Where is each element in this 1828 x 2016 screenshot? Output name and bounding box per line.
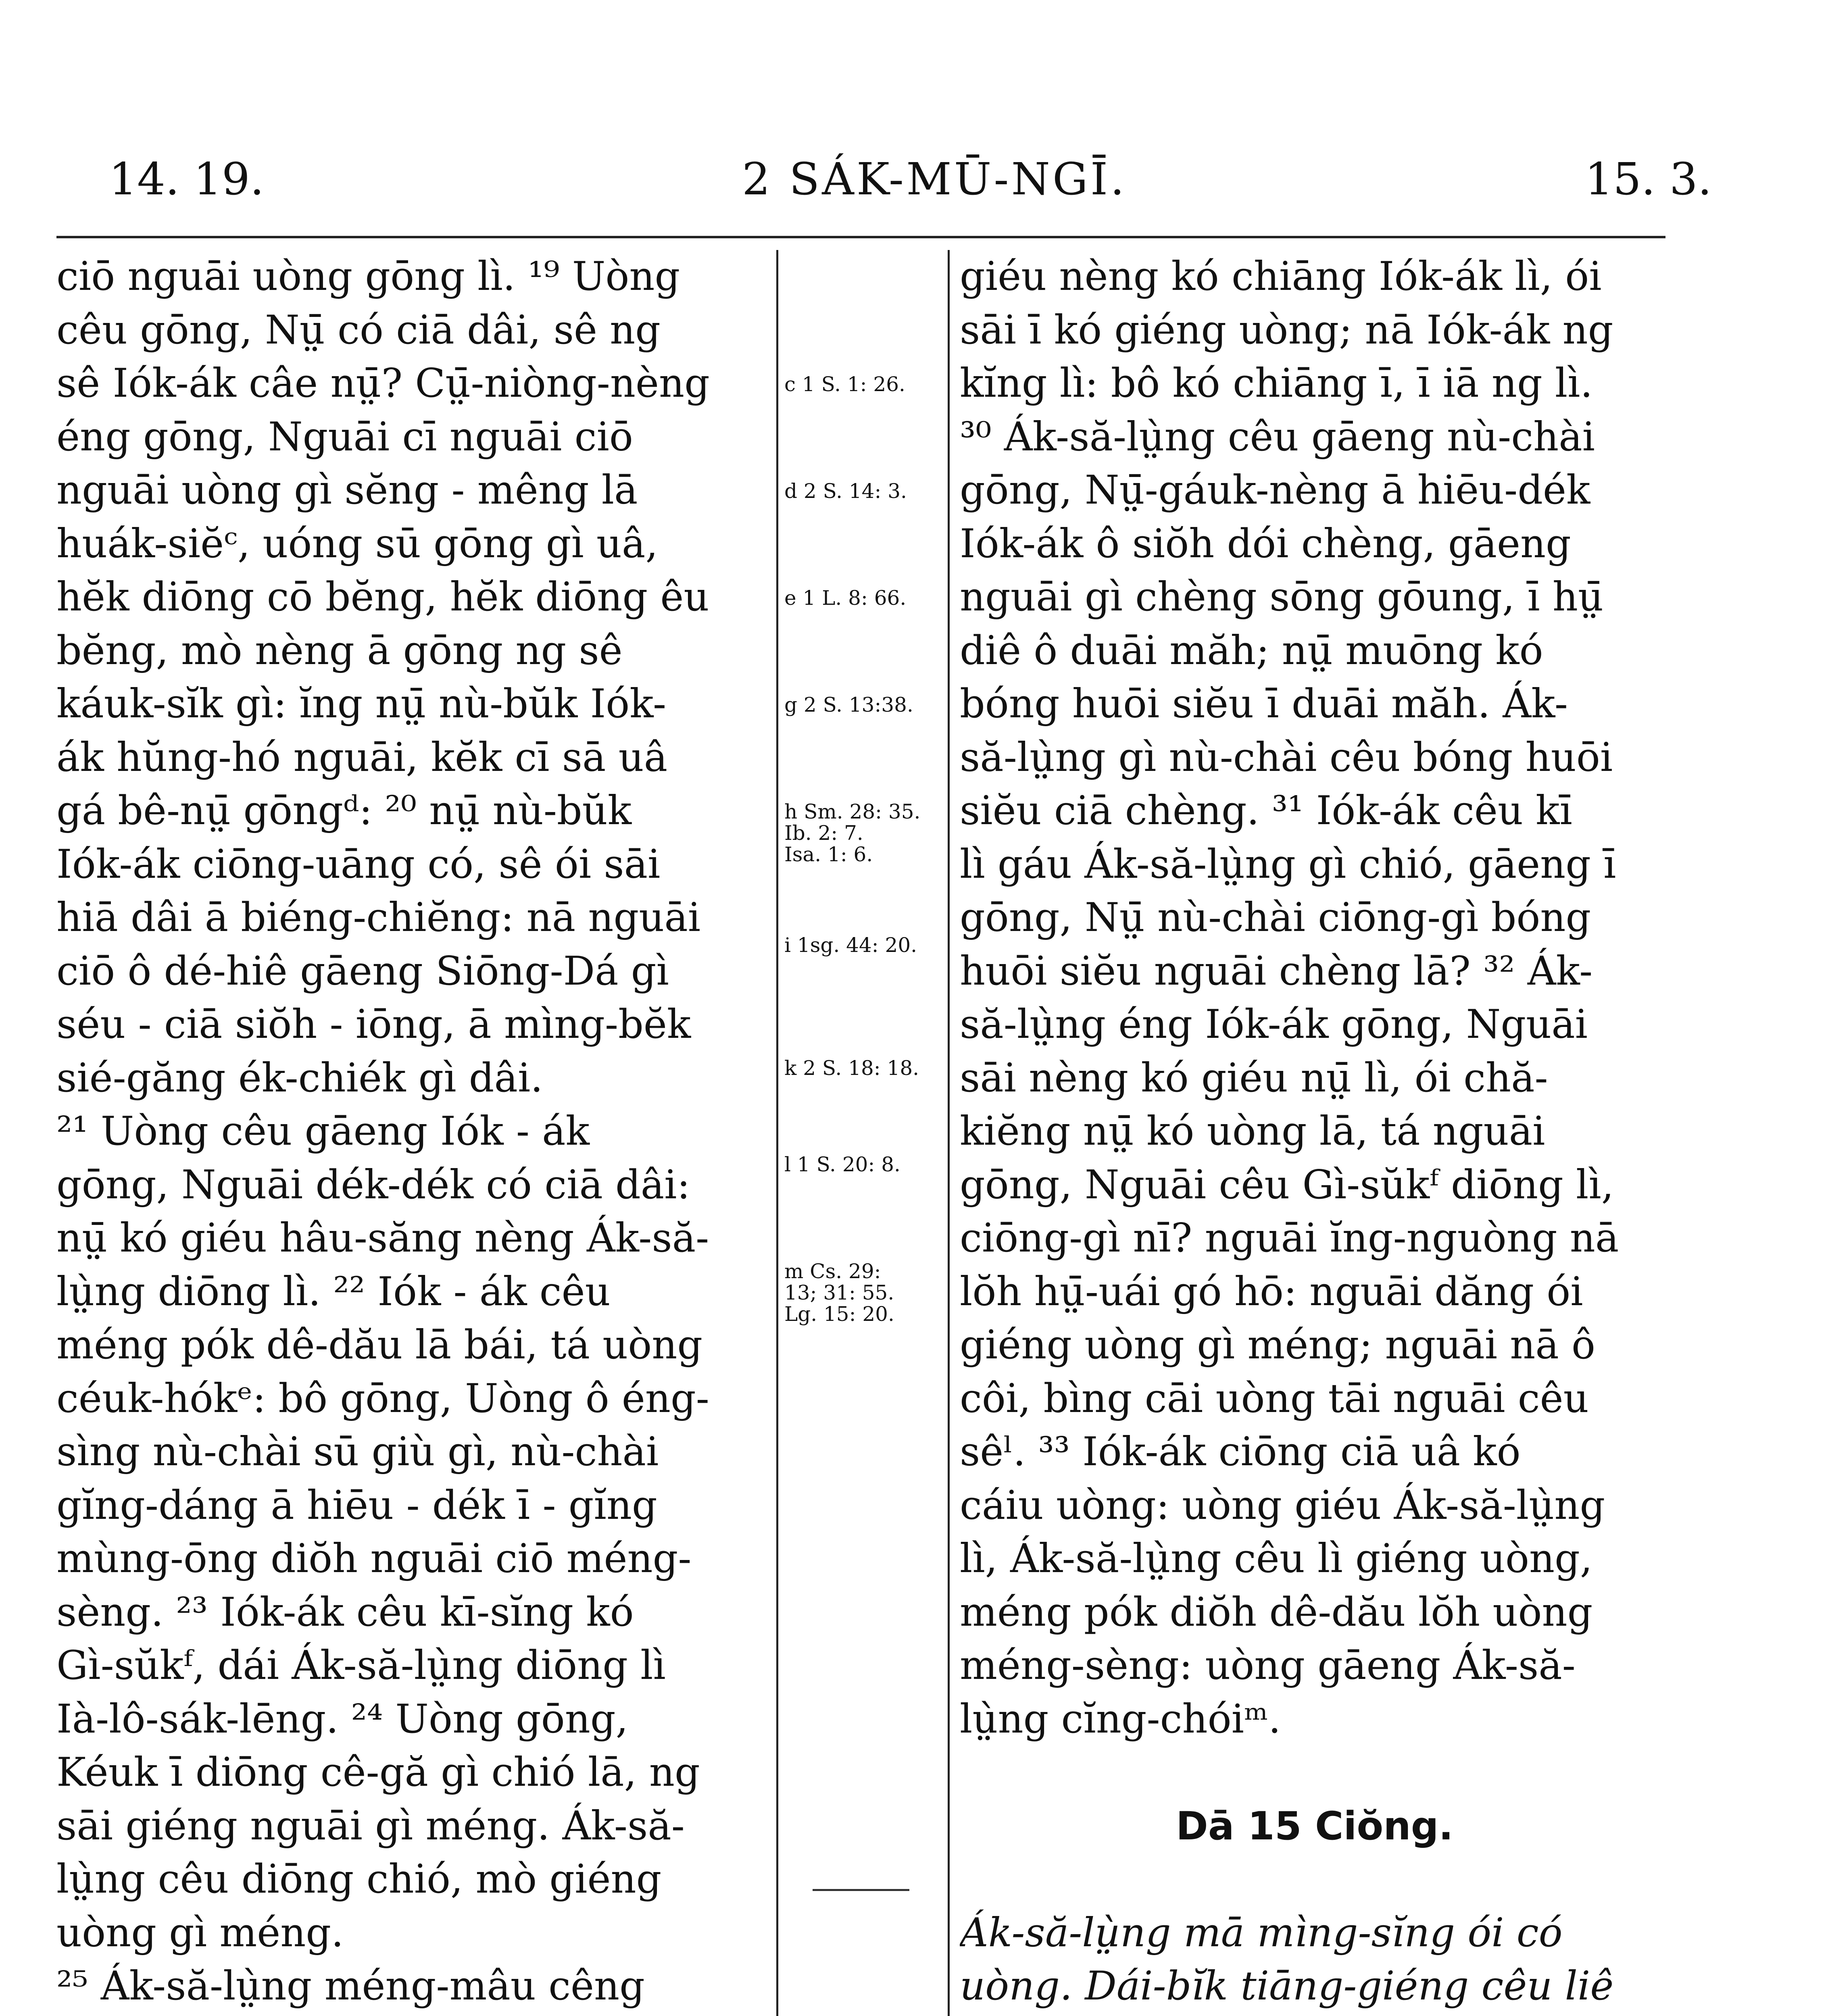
text-line: gĭng-dáng ā hiēu - dék ī - gĭng bbox=[56, 1482, 657, 1529]
text-line: lṳ̀ng cêu diōng chió, mò giéng bbox=[56, 1856, 662, 1902]
text-line: mùng-ōng diŏh nguāi ciō méng- bbox=[56, 1536, 692, 1582]
text-line: hiā dâi ā biéng-chiĕng: nā nguāi bbox=[56, 895, 701, 941]
cross-reference: d 2 S. 14: 3. bbox=[784, 479, 907, 503]
text-line: lì gáu Ák-să-lṳ̀ng gì chió, gāeng ī bbox=[960, 841, 1616, 887]
cross-reference-margin bbox=[780, 0, 946, 2016]
text-line: méng-sèng: uòng gāeng Ák-să- bbox=[960, 1643, 1576, 1689]
cross-reference: m Cs. 29: bbox=[784, 1259, 881, 1283]
text-line: kiĕng nṳ̄ kó uòng lā, tá nguāi bbox=[960, 1108, 1545, 1154]
text-line: gōng, Nguāi cêu Gì-sŭkᶠ diōng lì, bbox=[960, 1162, 1614, 1208]
text-line: Iók-ák ô siŏh dói chèng, gāeng bbox=[960, 521, 1571, 567]
text-line: ²¹ Uòng cêu gāeng Iók - ák bbox=[56, 1108, 590, 1154]
text-line: giéu nèng kó chiāng Iók-ák lì, ói bbox=[960, 254, 1602, 300]
text-line: káuk-sĭk gì: ĭng nṳ̄ nù-bŭk Iók- bbox=[56, 681, 667, 727]
text-line: éng gōng, Nguāi cī nguāi ciō bbox=[56, 414, 633, 460]
chapter-summary bbox=[960, 1906, 1670, 2016]
text-line: nṳ̄ kó giéu hâu-săng nèng Ák-să- bbox=[56, 1215, 709, 1261]
text-line: ciō nguāi uòng gōng lì. ¹⁹ Uòng bbox=[56, 254, 680, 300]
text-line: ák hŭng-hó nguāi, kĕk cī sā uâ bbox=[56, 734, 668, 781]
text-line: Ià-lô-sák-lēng. ²⁴ Uòng gōng, bbox=[56, 1696, 628, 1742]
right-text-column bbox=[960, 250, 1670, 2016]
header-book-title: 2 SÁK-MŪ-NGĪ. bbox=[742, 153, 1127, 205]
text-line: sāi ī kó giéng uòng; nā Iók-ák ng bbox=[960, 307, 1613, 353]
text-line: cêu gōng, Nṳ̄ có ciā dâi, sê ng bbox=[56, 307, 661, 353]
cross-reference: i 1sg. 44: 20. bbox=[784, 933, 917, 957]
text-line: sêˡ. ³³ Iók-ák ciōng ciā uâ kó bbox=[960, 1429, 1521, 1475]
text-line: huák-siĕᶜ, uóng sū gōng gì uâ, bbox=[56, 521, 658, 567]
text-line: séu - ciā siŏh - iōng, ā mìng-bĕk bbox=[56, 1002, 691, 1048]
column-divider-right bbox=[948, 250, 950, 2016]
text-line: nguāi uòng gì sĕng - mêng lā bbox=[56, 467, 638, 513]
cross-reference: l 1 S. 20: 8. bbox=[784, 1152, 900, 1176]
header-chapter-verse-start: 14. 19. bbox=[109, 153, 264, 205]
text-line: huōi siĕu nguāi chèng lā? ³² Ák- bbox=[960, 948, 1593, 994]
text-line: sìng nù-chài sū giù gì, nù-chài bbox=[56, 1429, 659, 1475]
text-line: lṳ̀ng cĭng-chóiᵐ. bbox=[960, 1696, 1281, 1742]
cross-reference: h Sm. 28: 35. bbox=[784, 800, 921, 823]
text-line: sê Iók-ák câe nṳ̄? Cṳ̄-niòng-nèng bbox=[56, 360, 710, 406]
text-line: să-lṳ̀ng gì nù-chài cêu bóng huōi bbox=[960, 734, 1613, 781]
summary-line bbox=[960, 2013, 1670, 2016]
text-line: lŏh hṳ̄-uái gó hō: nguāi dăng ói bbox=[960, 1268, 1583, 1315]
text-line: Gì-sŭkᶠ, dái Ák-să-lṳ̀ng diōng lì bbox=[56, 1643, 666, 1689]
text-line: lṳ̀ng diōng lì. ²² Iók - ák cêu bbox=[56, 1268, 611, 1315]
summary-line: Ák-să-lṳ̀ng mā mìng-sĭng ói có bbox=[960, 1910, 1563, 1956]
text-line: sèng. ²³ Iók-ák cêu kī-sĭng kó bbox=[56, 1589, 634, 1635]
text-line: côi, bìng cāi uòng tāi nguāi cêu bbox=[960, 1375, 1589, 1422]
cross-reference: 13; 31: 55. bbox=[784, 1281, 894, 1304]
text-line: gōng, Nguāi dék-dék có ciā dâi: bbox=[56, 1162, 690, 1208]
text-line: bóng huōi siĕu ī duāi măh. Ák- bbox=[960, 681, 1568, 727]
cross-reference: g 2 S. 13:38. bbox=[784, 693, 913, 716]
left-text-column bbox=[56, 250, 766, 2016]
text-line: ²⁵ Ák-să-lṳ̀ng méng-mâu cêng bbox=[56, 1963, 645, 2009]
text-line: Kéuk ī diōng cê-gă gì chió lā, ng bbox=[56, 1749, 700, 1795]
header-chapter-verse-end: 15. 3. bbox=[1585, 153, 1712, 205]
text-line: bĕng, mò nèng ā gōng ng sê bbox=[56, 627, 623, 674]
column-divider-left bbox=[776, 250, 778, 2016]
text-line: sāi nèng kó giéu nṳ̄ lì, ói chă- bbox=[960, 1055, 1548, 1101]
text-line: gōng, Nṳ̄-gáuk-nèng ā hiēu-dék bbox=[960, 467, 1590, 513]
text-line: cáiu uòng: uòng giéu Ák-să-lṳ̀ng bbox=[960, 1482, 1605, 1529]
summary-line: uòng. Dái-bĭk tiāng-giéng cêu liê bbox=[960, 1963, 1614, 2009]
text-line: kĭng lì: bô kó chiāng ī, ī iā ng lì. bbox=[960, 360, 1593, 406]
margin-separator-dash bbox=[813, 1889, 909, 1891]
cross-reference: k 2 S. 18: 18. bbox=[784, 1056, 919, 1080]
text-line bbox=[56, 2013, 766, 2016]
cross-reference: Lg. 15: 20. bbox=[784, 1302, 894, 1326]
text-line: ³⁰ Ák-să-lṳ̀ng cêu gāeng nù-chài bbox=[960, 414, 1595, 460]
text-line: diê ô duāi măh; nṳ̄ muōng kó bbox=[960, 627, 1543, 674]
text-line: sié-găng ék-chiék gì dâi. bbox=[56, 1055, 543, 1101]
text-line: nguāi gì chèng sōng gōung, ī hṳ̄ bbox=[960, 574, 1604, 620]
cross-reference: Isa. 1: 6. bbox=[784, 843, 873, 866]
text-line: să-lṳ̀ng éng Iók-ák gōng, Nguāi bbox=[960, 1002, 1588, 1048]
text-line: gá bê-nṳ̄ gōngᵈ: ²⁰ nṳ̄ nù-bŭk bbox=[56, 788, 632, 834]
text-line: uòng gì méng. bbox=[56, 1910, 344, 1956]
text-line: ciōng-gì nī? nguāi ĭng-nguòng nā bbox=[960, 1215, 1619, 1261]
text-line: sāi giéng nguāi gì méng. Ák-să- bbox=[56, 1803, 685, 1849]
text-line: lì, Ák-să-lṳ̀ng cêu lì giéng uòng, bbox=[960, 1536, 1593, 1582]
text-line: méng pók diŏh dê-dău lŏh uòng bbox=[960, 1589, 1593, 1635]
text-line: Iók-ák ciōng-uāng có, sê ói sāi bbox=[56, 841, 661, 887]
text-line: céuk-hókᵉ: bô gōng, Uòng ô éng- bbox=[56, 1375, 709, 1422]
chapter-heading: Dā 15 Ciŏng. bbox=[1176, 1803, 1453, 1849]
cross-reference: Ib. 2: 7. bbox=[784, 821, 863, 845]
text-line: méng pók dê-dău lā bái, tá uòng bbox=[56, 1322, 703, 1368]
text-line: ciō ô dé-hiê gāeng Siōng-Dá gì bbox=[56, 948, 669, 994]
text-line: siĕu ciā chèng. ³¹ Iók-ák cêu kī bbox=[960, 788, 1572, 834]
text-line: hĕk diōng cō bĕng, hĕk diōng êu bbox=[56, 574, 709, 620]
text-line: giéng uòng gì méng; nguāi nā ô bbox=[960, 1322, 1595, 1368]
text-line: gōng, Nṳ̄ nù-chài ciōng-gì bóng bbox=[960, 895, 1591, 941]
cross-reference: e 1 L. 8: 66. bbox=[784, 586, 907, 610]
right-column-text-continuation bbox=[960, 250, 1670, 1746]
cross-reference: c 1 S. 1: 26. bbox=[784, 373, 905, 396]
